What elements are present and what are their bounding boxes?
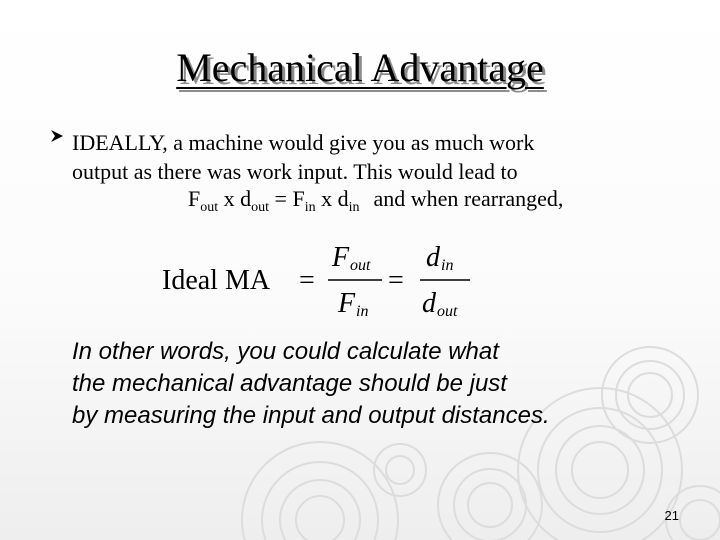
slide-title: Mechanical Advantage (176, 45, 544, 90)
frac2-num-sub: in (441, 257, 454, 274)
eq-f-out-sub: out (200, 200, 219, 215)
frac2-den-sub: out (437, 303, 458, 320)
explanation-note (72, 336, 692, 432)
formula-equals-1: = (299, 265, 315, 296)
frac2-den: d (422, 288, 436, 319)
formula-lhs: Ideal MA (162, 265, 271, 296)
bullet-line-1: IDEALLY, a machine would give you as much work (72, 130, 535, 155)
frac2-num: d (426, 242, 440, 273)
eq-f-in-sub: in (304, 200, 316, 215)
page-number: 21 (664, 508, 679, 523)
frac1-den-sub: in (356, 303, 369, 320)
eq-x-d: x d (218, 186, 252, 211)
work-equation (188, 186, 563, 216)
ideal-ma-formula (160, 236, 480, 326)
frac1-den: F (338, 288, 356, 319)
frac1-num-sub: out (350, 257, 371, 274)
bullet-text (72, 128, 692, 186)
frac1-num: F (332, 242, 350, 273)
note-line-1: In other words, you could calculate what (72, 338, 499, 365)
eq-d-out-sub: out (251, 200, 270, 215)
note-line-2: the mechanical advantage should be just (72, 370, 507, 397)
eq-tail-text: and when rearranged, (373, 186, 564, 211)
arrow-bullet-icon (49, 128, 65, 144)
note-line-3: by measuring the input and output distances. (72, 402, 550, 429)
eq-d-in-sub: in (348, 200, 360, 215)
eq-f-out: F (188, 186, 201, 211)
formula-equals-2: = (388, 265, 404, 296)
eq-x-d-2: x d (315, 186, 349, 211)
eq-equals-f: = F (269, 186, 305, 211)
bullet-line-2: output as there was work input. This would lead to (72, 159, 518, 184)
